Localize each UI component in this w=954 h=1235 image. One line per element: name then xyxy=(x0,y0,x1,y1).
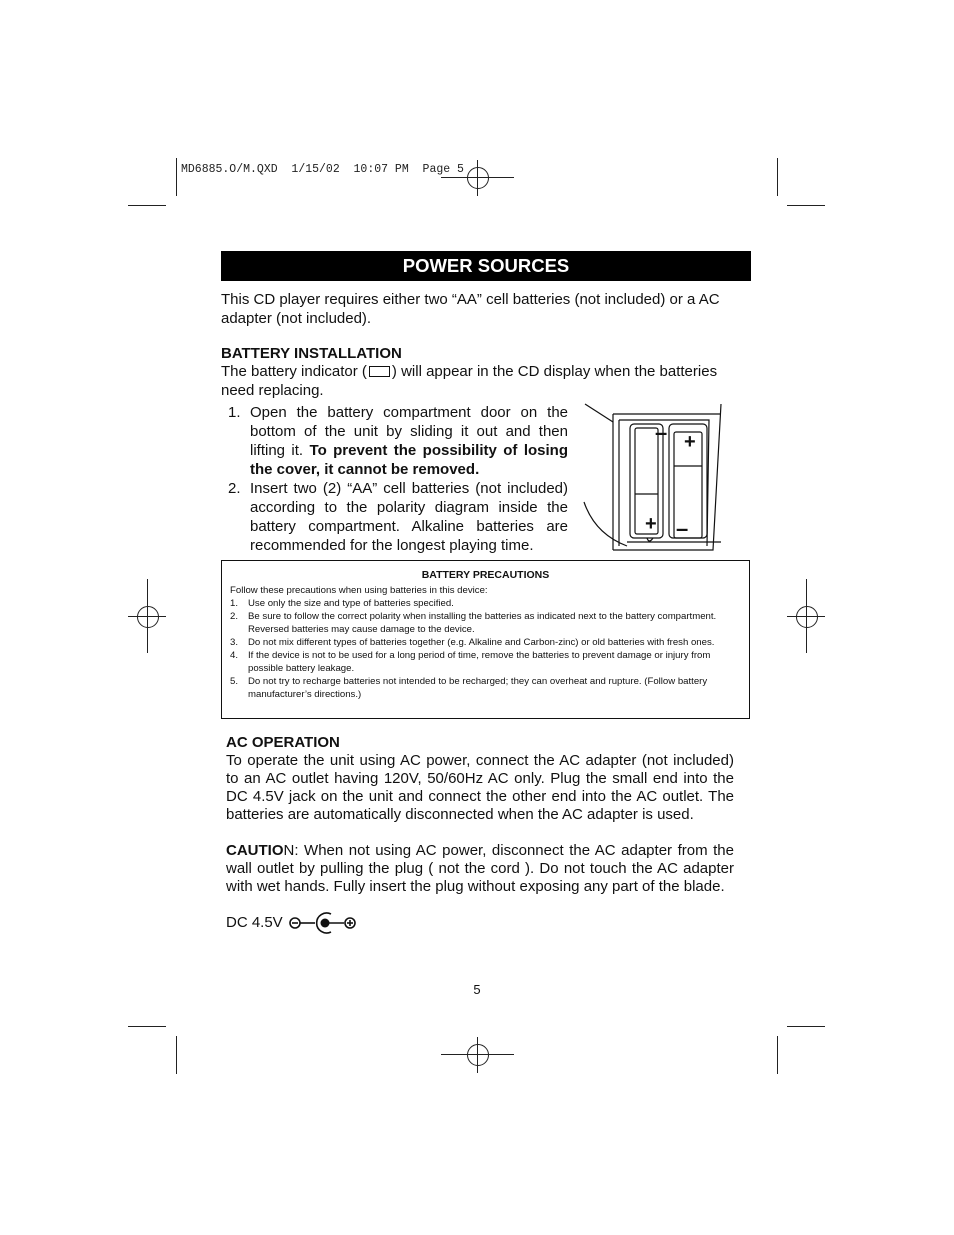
plus-sign: + xyxy=(645,513,657,535)
crop-mark xyxy=(777,158,778,196)
dc-voltage-label: DC 4.5V xyxy=(226,914,283,931)
list-item xyxy=(230,597,738,610)
item-text: Be sure to follow the correct polarity when installing the batteries as indicated next to the battery compartment. Reversed batteries may cause damage to the device. xyxy=(248,611,717,635)
step-number: 2. xyxy=(228,480,241,497)
minus-sign: – xyxy=(676,516,689,541)
item-text: Do not try to recharge batteries not intended to be recharged; they can overheat and rupture. (Follow battery manufacturer’s directions.) xyxy=(248,676,708,700)
step-text: Open the battery compartment door on the bottom of the unit by sliding it out and then lifting it. xyxy=(250,404,568,459)
item-text: Use only the size and type of batteries specified. xyxy=(248,598,454,609)
plus-sign: + xyxy=(684,431,696,453)
item-number: 3. xyxy=(230,637,239,648)
precautions-intro: Follow these precautions when using batteries in this device: xyxy=(230,585,488,596)
battery-precautions-box xyxy=(221,560,750,719)
precautions-title: BATTERY PRECAUTIONS xyxy=(421,569,550,581)
battery-indicator-text-before: The battery indicator ( xyxy=(221,363,367,380)
list-item xyxy=(228,403,568,479)
step-text: Insert two (2) “AA” cell batteries (not included) according to the polarity diagram inside the battery compartment. Alkaline batteries are recommended for the longest playing time. xyxy=(250,480,568,554)
caution-text xyxy=(226,842,734,896)
precautions-list xyxy=(230,597,738,701)
battery-indicator-text xyxy=(221,362,741,400)
item-text: If the device is not to be used for a long period of time, remove the batteries to prevent damage or injury from possible battery leakage. xyxy=(248,650,711,674)
minus-sign: – xyxy=(655,420,668,445)
crop-mark xyxy=(176,158,177,196)
ac-operation-text: To operate the unit using AC power, connect the AC adapter (not included) to an AC outlet having 120V, 50/60Hz AC only. Plug the small end into the DC 4.5V jack on the unit and connect the other end into the AC outlet. The batteries are automatically disconnected when the AC adapter is used. xyxy=(226,752,734,823)
item-number: 1. xyxy=(230,598,239,609)
caution-label: CAUTIO xyxy=(226,842,284,859)
list-item xyxy=(230,636,738,649)
crop-mark xyxy=(787,205,825,206)
list-item xyxy=(230,675,738,701)
print-header: MD6885.O/M.QXD 1/15/02 10:07 PM Page 5 xyxy=(181,163,464,176)
battery-icon xyxy=(369,366,390,377)
battery-indicator-text-after: ) will appear in the CD display when the batteries need replacing. xyxy=(221,363,718,399)
step-warning: To prevent the possibility of losing the cover, it cannot be removed. xyxy=(250,442,568,478)
crop-mark xyxy=(128,1026,166,1027)
installation-steps xyxy=(228,403,568,555)
dc-polarity-icon xyxy=(288,911,360,935)
step-number: 1. xyxy=(228,404,241,421)
crop-mark xyxy=(128,205,166,206)
crop-mark xyxy=(176,1036,177,1074)
page-number: 5 xyxy=(473,982,481,997)
intro-text: This CD player requires either two “AA” cell batteries (not included) or a AC adapter (not included). xyxy=(221,291,720,327)
list-item xyxy=(230,649,738,675)
item-number: 5. xyxy=(230,676,239,687)
list-item xyxy=(228,479,568,555)
caution-body: N: When not using AC power, disconnect the AC adapter from the wall outlet by pulling the plug ( not the cord ). Do not touch the AC adapter with wet hands. Fully insert the plug without exposing any part of the blade. xyxy=(226,842,734,895)
list-item xyxy=(230,610,738,636)
page-title: POWER SOURCES xyxy=(221,251,751,281)
item-number: 2. xyxy=(230,611,239,622)
item-text: Do not mix different types of batteries together (e.g. Alkaline and Carbon-zinc) or old batteries with fresh ones. xyxy=(248,637,715,648)
crop-mark xyxy=(787,1026,825,1027)
battery-compartment-diagram xyxy=(583,402,725,554)
crop-mark xyxy=(777,1036,778,1074)
item-number: 4. xyxy=(230,650,239,661)
ac-operation-heading: AC OPERATION xyxy=(226,734,340,751)
battery-installation-heading: BATTERY INSTALLATION xyxy=(221,345,402,362)
